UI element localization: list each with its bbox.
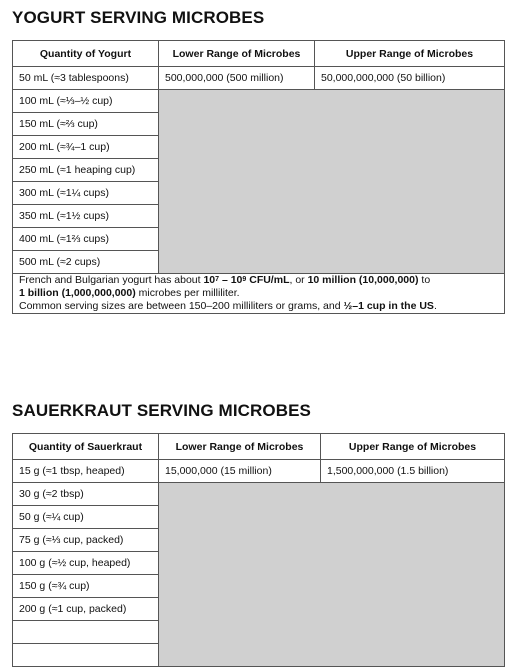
- lower-range-cell: 500,000,000 (500 million): [159, 67, 315, 90]
- table-row: [13, 90, 505, 113]
- quantity-cell: 350 mL (≈1½ cups): [13, 205, 159, 228]
- quantity-cell: 30 g (≈2 tbsp): [13, 483, 159, 506]
- note-cfu-range: [203, 274, 289, 286]
- upper-range-cell: 1,500,000,000 (1.5 billion): [321, 460, 505, 483]
- quantity-cell: 150 g (≈¾ cup): [13, 575, 159, 598]
- exponent-base: 10: [203, 274, 216, 286]
- quantity-cell: 300 mL (≈1¼ cups): [13, 182, 159, 205]
- quantity-cell: 15 g (≈1 tbsp, heaped): [13, 460, 159, 483]
- column-header-quantity: Quantity of Sauerkraut: [13, 434, 159, 460]
- note-bold-value: 10 million (10,000,000): [307, 274, 419, 286]
- quantity-cell: 250 mL (≈1 heaping cup): [13, 159, 159, 182]
- lower-range-cell: 15,000,000 (15 million): [159, 460, 321, 483]
- note-text: French and Bulgarian yogurt has about: [19, 274, 204, 286]
- exponent-superscript: 9: [242, 276, 247, 283]
- redacted-gray-block: [159, 483, 505, 667]
- note-bold-value: ½–1 cup in the US: [343, 300, 434, 312]
- note-text: Common serving sizes are between 150–200 milliliters or grams, and: [19, 300, 344, 312]
- table-row: [13, 460, 505, 483]
- sauerkraut-table: [12, 433, 505, 667]
- column-header-lower-range: Lower Range of Microbes: [159, 41, 315, 67]
- quantity-cell: 50 mL (≈3 tablespoons): [13, 67, 159, 90]
- upper-range-cell: 50,000,000,000 (50 billion): [315, 67, 505, 90]
- quantity-cell: 500 mL (≈2 cups): [13, 251, 159, 274]
- note-bold-value: 1 billion (1,000,000,000): [19, 287, 136, 299]
- quantity-cell: 200 g (≈1 cup, packed): [13, 598, 159, 621]
- column-header-upper-range: Upper Range of Microbes: [315, 41, 505, 67]
- quantity-cell: 75 g (≈⅓ cup, packed): [13, 529, 159, 552]
- table-header-row: [13, 41, 505, 67]
- quantity-cell-cutoff: [13, 644, 159, 667]
- yogurt-section-title: YOGURT SERVING MICROBES: [12, 8, 265, 27]
- yogurt-note: [13, 274, 505, 314]
- quantity-cell: 200 mL (≈¾–1 cup): [13, 136, 159, 159]
- table-note-row: [13, 274, 505, 314]
- table-row: [13, 483, 505, 506]
- quantity-cell-cutoff: [13, 621, 159, 644]
- column-header-lower-range: Lower Range of Microbes: [159, 434, 321, 460]
- table-header-row: [13, 434, 505, 460]
- quantity-cell: 100 mL (≈⅓–½ cup): [13, 90, 159, 113]
- note-text: to: [418, 274, 431, 286]
- exponent-base: – 10: [219, 274, 243, 286]
- redacted-gray-block: [159, 90, 505, 274]
- quantity-cell: 400 mL (≈1⅔ cups): [13, 228, 159, 251]
- quantity-cell: 100 g (≈½ cup, heaped): [13, 552, 159, 575]
- note-text: microbes per milliliter.: [135, 287, 240, 299]
- note-text: , or: [289, 274, 308, 286]
- note-text: .: [433, 300, 437, 312]
- yogurt-table: [12, 40, 505, 314]
- quantity-cell: 50 g (≈¼ cup): [13, 506, 159, 529]
- table-row: [13, 67, 505, 90]
- exponent-superscript: 7: [215, 276, 220, 283]
- column-header-upper-range: Upper Range of Microbes: [321, 434, 505, 460]
- unit-label: CFU/mL: [246, 274, 290, 286]
- column-header-quantity: Quantity of Yogurt: [13, 41, 159, 67]
- quantity-cell: 150 mL (≈⅔ cup): [13, 113, 159, 136]
- sauerkraut-section-title: SAUERKRAUT SERVING MICROBES: [12, 401, 311, 420]
